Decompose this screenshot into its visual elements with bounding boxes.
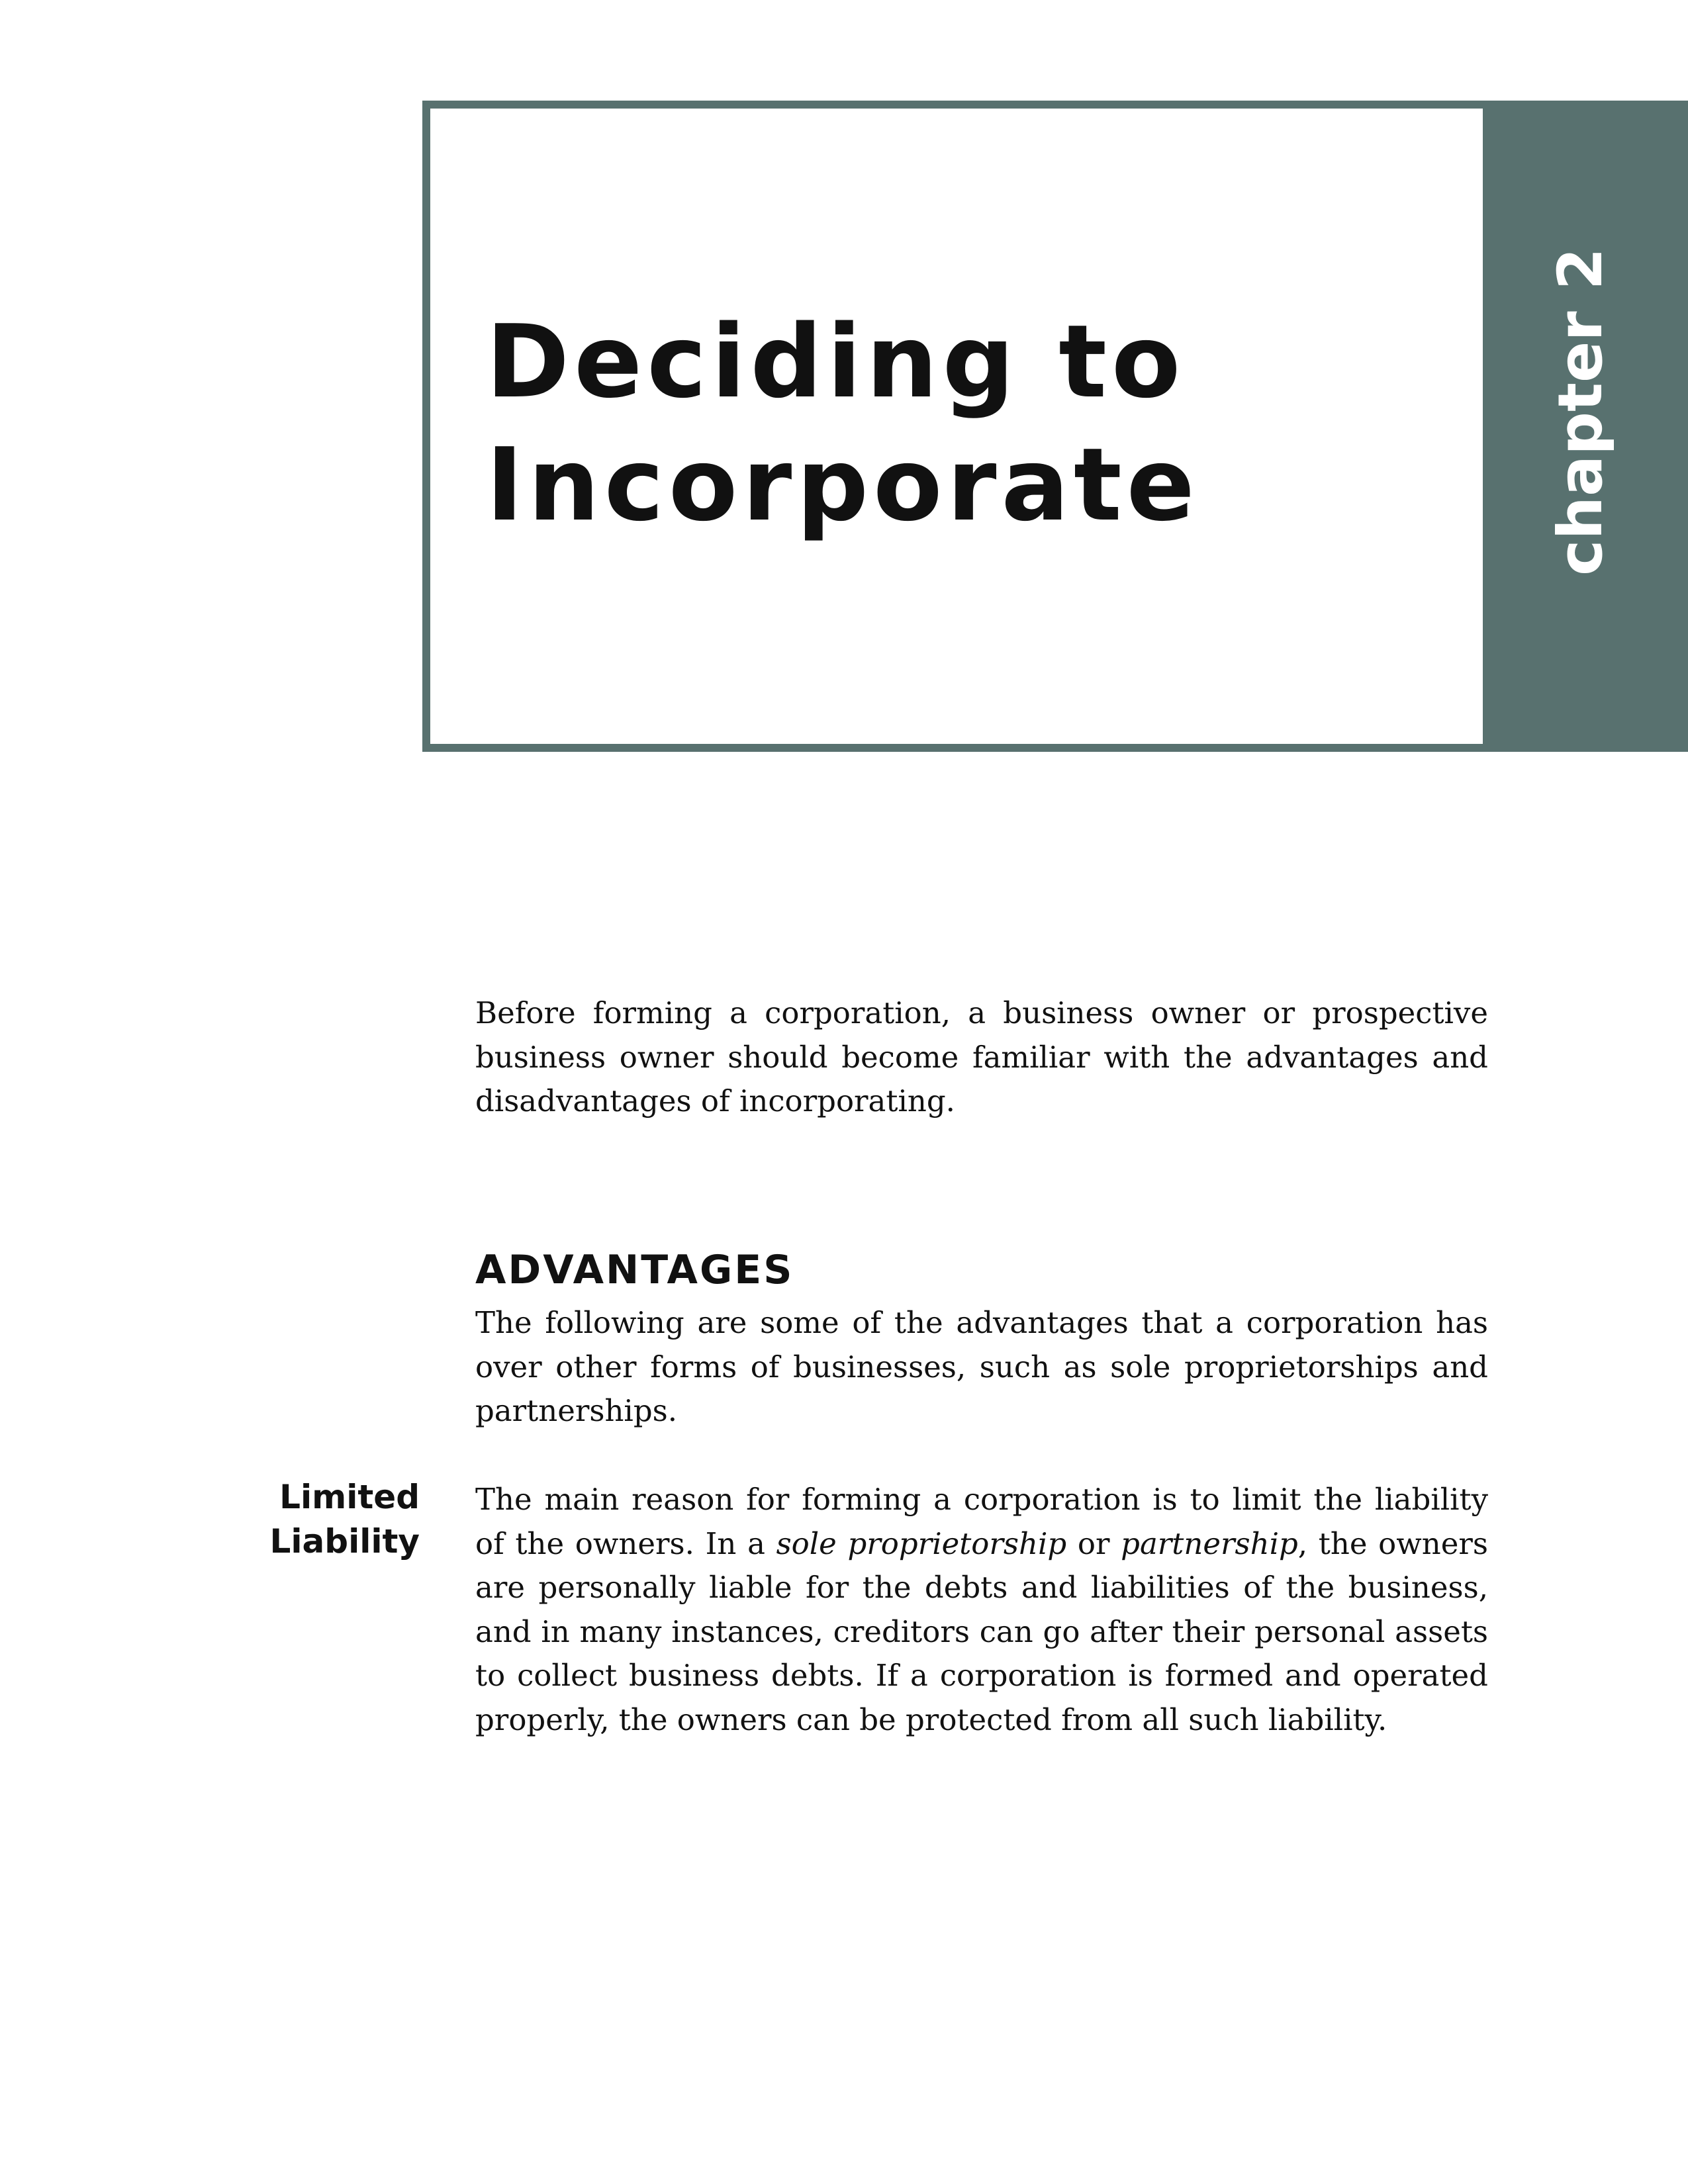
chapter-title	[486, 300, 1199, 547]
paragraph-text-segment: or	[1066, 1525, 1121, 1561]
chapter-title-line-1: Deciding to	[486, 303, 1186, 420]
paragraph-text-segment: , the owners are personally liable for the debts and liabilities of the business, and in many instances, creditors can go after their personal assets to collect business debts. If a corporation is formed and operated properly, the owners can be protected from all such liability.	[475, 1525, 1488, 1737]
chapter-title-box	[430, 109, 1483, 744]
term-partnership: partnership	[1121, 1525, 1298, 1561]
margin-heading-line-2: Liability	[269, 1522, 420, 1561]
chapter-title-line-2: Incorporate	[486, 426, 1199, 543]
margin-heading-line-1: Limited	[279, 1478, 420, 1516]
paragraph-text-segment: The main reason for forming a corporation is to limit the liability of the owners. In a	[475, 1482, 1488, 1561]
chapter-number-tab: chapter 2	[1545, 248, 1616, 576]
term-sole-proprietorship: sole proprietorship	[776, 1525, 1067, 1561]
limited-liability-paragraph	[475, 1478, 1488, 1742]
section-heading-advantages: ADVANTAGES	[475, 1247, 794, 1293]
advantages-intro-paragraph: The following are some of the advantages that a corporation has over other forms of businesses, such as sole proprietorships and partnerships.	[475, 1305, 1488, 1428]
intro-paragraph: Before forming a corporation, a business owner or prospective business owner should become familiar with the advantages and disadvantages of incorporating.	[475, 995, 1488, 1118]
chapter-header-frame	[422, 101, 1688, 752]
margin-heading-limited-liability	[252, 1475, 420, 1564]
